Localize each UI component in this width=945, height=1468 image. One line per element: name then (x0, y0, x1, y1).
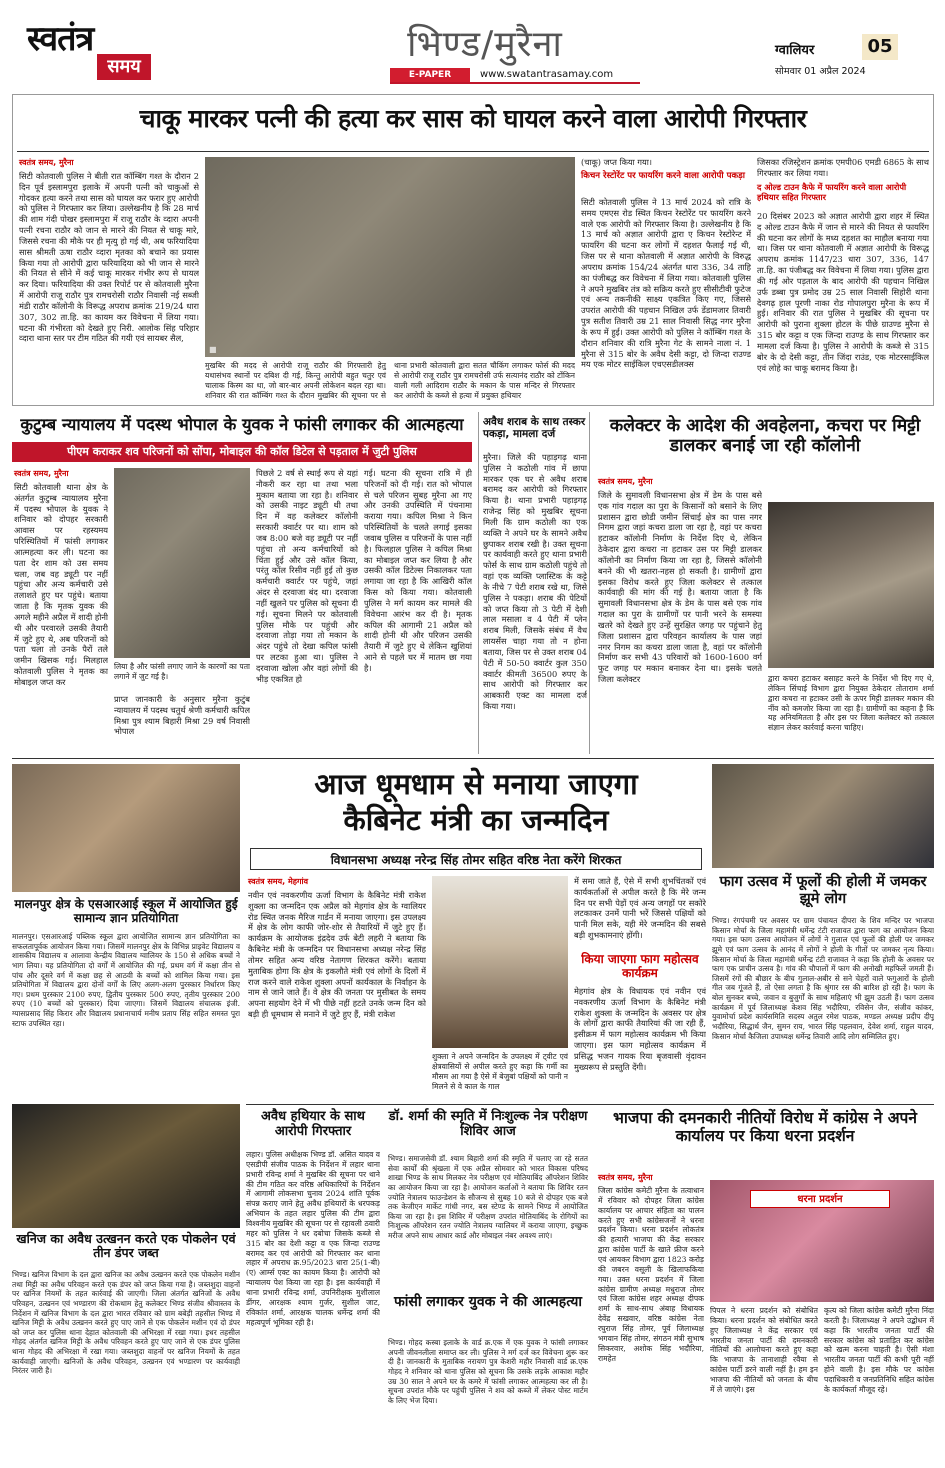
suicide-headline: कुटुम्ब न्यायालय में पदस्थ भोपाल के युवक ने फांसी लगाकर की आत्महत्या (20, 415, 464, 434)
suicide-col1: सिटी कोतवाली थाना क्षेत्र के अंतर्गत कुटुम्ब न्यायालय मुरैना में पदस्थ भोपाल के युवक ने शनिवार को दोपहर सरकारी आवास पर रहस्यमय परिस्थितियों में फांसी लगाकर आत्महत्या कर ली। घटना का पता देर शाम को उस समय चला, जब वह ड्यूटी पर नहीं पहुंचा और अन्य कर्मचारी उसे तलाशते हुए घर पहुंचे। बताया जाता है कि मृतक युवक की अगले महीने अप्रैल में शादी होनी थी और परवारले उसकी तैयारी में जुटे हुए थे, अब परिजनों को पता चला तो उनके पैरों तले जमीन खिसक गई। मिलहाल कोतवाली पुलिस ने मृतक का मोबाइल जप्त कर (14, 482, 108, 687)
lead-col3: सिटी कोतवाली पुलिस ने 13 मार्च 2024 को रात्रि के समय एमएस रोड स्थित किचन रेस्टोरेंट पर फायरिंग करने वाले एक आरोपी को गिरफ्तार किया है। उल्लेखनीय है कि 13 मार्च को अज्ञात आरोपी द्वारा ए किचन रेस्टोरेन्ट में फायरिंग की घटना कर लोगों में दहशत फैलाई गई थी, जिस पर से थाना कोतवाली में अज्ञात आरोपी के विरुद्ध अपराध क्रमांक 154/24 अंतर्गत धारा 336, 34 ताहि का पंजीबद्ध कर विवेचना में लिया गया। कोतवाली पुलिस ने अपने मुखबिर तंत्र को सक्रिय करते हुए सीसीटीवी फुटेज एवं अन्य तकनीकी साक्ष्य एकत्रित किए गए, जिससे उपरांत आरोपी की पहचान निखिल उर्फ डेंडामजार तिवारी पुत्र सतीश तिवारी उम्र 21 साल निवासी सिद्ध नगर मुरैना के रूप में हुई। उक्त आरोपी को पुलिस ने कॉम्बिंग गश्त के दौरान शनिवार की रात्रि मुरैना गेट के सामने नाला नं. 1 मुरैना से 315 बोर के अवैध देसी कट्टा, दो जिन्दा राउण्ड मय एक मोटर साईकिल एचएसडीलक्स (581, 197, 751, 370)
collector-photo-caption: द्वारा कचरा हटाकर बसाहट करने के निर्देश भी दिए गए थे, लेकिन सिंचाई विभाग द्वारा नियुक्त ठेकेदार तोताराम शर्मा द्वारा कचरा ना हटाकर उसी के ऊपर मिट्टी डालकर मकान की नींव को कमजोर किया जा रहा है। ग्रामीणों का कहना है कि यह अनियमितता है और इस पर जिला कलेक्टर को तत्काल संज्ञान लेकर कार्रवाई करना चाहिए। (768, 674, 934, 733)
birthday-photo-caption: शुक्ला ने अपने जन्मदिन के उपलक्ष्य में ट्वीट एवं क्षेत्रवासियों से अपील करते हुए कहा कि गर्मी का मौसम आ गया है ऐसे में बेजुबां पक्षियों को पानी न मिलने से वे काल के गाल (432, 1052, 568, 1091)
suicide-byline: स्वतंत्र समय, मुरैना (14, 469, 69, 478)
story-hanging (388, 1294, 588, 1460)
birthday-col1: नवीन एवं नवकरणीय ऊर्जा विभाग के कैबिनेट मंत्री राकेश शुक्ला का जन्मदिन एक अप्रैल को मेहगांव क्षेत्र के ग्वालियर रोड स्थित जनक मैरिज गार्डन में मनाया जाएगा। इस उपलक्ष्य में क्षेत्र के लोग काफी जोर-शोर से तैयारियों में जुटे हुए हैं। कार्यक्रम के आयोजक इंद्रदेव उर्फ बेटी लहरी ने बताया कि कैबिनेट मंत्री के जन्मदिन पर विधानसभा अध्यक्ष नरेन्द्र सिंह तोमर सहित अन्य वरिष्ठ नेतागण शिरकत करेंगे। बताया मुताबिक होगा कि क्षेत्र के इकलौते मंत्री एवं लोगों के दिलों में राज करने वाले राकेश शुक्ला अपनों कार्यकाल के निर्वाहन के नाम से जाने जाते हैं। वे क्षेत्र की जनता पर मुसीबत के समय अपना सहयोग देने में भी पीछे नहीं हटते उनके जन्म दिन को बड़ी ही धूमधाम से मनाने में जुटे हुए हैं, मंत्री राकेश (248, 890, 426, 1020)
congress-col3: कृत्य को जिला कांग्रेस कमेटी मुरैना निंदा करती है। जिलाध्यक्ष ने अपने उद्बोधन में कहा कि भारतीय जनता पार्टी की सरकार कांग्रेस को प्रताड़ित कर कांग्रेस को खत्म करना चाहती है। ऐसी मंशा भारतीय जनता पार्टी की कभी पूरी नहीं होने वाली है। इस मौके पर कांग्रेस पदाधिकारी व जनप्रतिनिधि सहित कांग्रेस के कार्यकर्ता मौजूद रहे। (824, 1306, 934, 1394)
mining-headline: खनिज का अवैध उत्खनन करते एक पोकलेन एवं तीन डंपर जब्त (16, 1231, 236, 1261)
congress-photo (710, 1180, 934, 1302)
story-weapon (246, 1110, 380, 1460)
lead-photo-caption: मुखबिर की मदद से आरोपी राजू राठौर की गिरफ्तारी हेतु यथासंभव स्थानों पर दबिश दी गई, किन्तु आरोपी बहुत चतुर एवं चालाक किस्म का था, जो बार-बार अपनी लोकेशन बदल रहा था। शनिवार की रात कॉम्बिंग गश्त के दौरान मुखबिर की सूचना पर से थाना प्रभारी कोतवाली द्वारा सतत चौकिंग लगाकर फोर्स की मदद से आरोपी राजू राठौर पुत्र रामचरोसी उर्फ सत्यानंद राठौर को टोंकिन वाली गली आदिराम राठौर के मकान के पास मन्दिर से गिरफ्तार कर आरोपी के कब्जे से हत्या में प्रयुक्त हथियार (205, 361, 575, 400)
story-eye-camp (388, 1110, 588, 1290)
malanpur-photo (12, 764, 240, 892)
story-liquor (478, 412, 590, 754)
congress-headline: भाजपा की दमनकारी नीतियों विरोध में कांग्रेस ने अपने कार्यालय पर किया धरना प्रदर्शन (613, 1109, 917, 1145)
birthday-headline-1: आज धूमधाम से मनाया जाएगा (314, 767, 638, 801)
lead-story (12, 94, 934, 406)
story-mining (12, 1104, 240, 1460)
eye-camp-headline: डॉ. शर्मा की स्मृति में निःशुल्क नेत्र परीक्षण शिविर आज (388, 1109, 588, 1139)
page-number: 05 (862, 34, 898, 60)
lead-headline: चाकू मारकर पत्नी की हत्या कर सास को घायल करने वाला आरोपी गिरफ्तार (139, 104, 807, 133)
birthday-col3b: मेहगांव क्षेत्र के विधायक एवं नवीन एवं नवकरणीय ऊर्जा विभाग के कैबिनेट मंत्री राकेश शुक्ला के जन्मदिन के अवसर पर क्षेत्र के लोगों द्वारा काफी तैयारियां की जा रही हैं, इसीक्रम में फाग महोत्सव कार्यक्रम भी किया जाएगा। इस फाग महोत्सव कार्यक्रम में प्रसिद्ध भजन गायक रिया बृजवासी वृंदावन मुख्यरूप से प्रस्तुति देंगी। (574, 986, 706, 1072)
story-collector (596, 412, 934, 754)
phag-photo (712, 764, 934, 868)
story-phag (712, 764, 934, 1100)
suicide-col1b: प्राप्त जानकारी के अनुसार मुरैना कुटुंब न्यायालय में पदस्थ चतुर्थ श्रेणी कर्मचारी कपिल मिश्रा पुत्र श्याम बिहारी मिश्रा 29 वर्ष निवासी भोपाल (114, 694, 250, 737)
story-suicide-bhopal (12, 412, 472, 754)
hanging-headline: फांसी लगाकर युवक ने की आत्महत्या (393, 1294, 582, 1310)
malanpur-body: मालनपुर। एसआरआई पब्लिक स्कूल द्वारा आयोजित सामान्य ज्ञान प्रतियोगिता का सफलतापूर्वक आयोजन किया गया। जिसमें मालनपुर क्षेत्र के विभिन्न प्राइवेट विद्यालय व शासकीय विद्यालय व आलावा केन्द्रीय विद्यालय ग्वालियर के 150 से अधिक बच्चों ने भाग लिया। यह प्रतियोगिता दो वर्गों में आयोजित की गई, प्रथम वर्ग में कक्षा तीन से पांच और दूसरे वर्ग में कक्षा छह से आठवी के बच्चों को शामिल किया गया। इस प्रतियोगिता में विद्यालय द्वारा दोनों वर्गों के लिए अलग-अलग पुरस्कार निर्धारण किए गए। प्रथम पुरस्कार 2100 रुपए, द्वितीय पुरस्कार 500 रुपए, तृतीय पुरस्कार 200 रुपए (10 बच्चों को पुरस्कार) दिया जाएगा। जिसमें विद्यालय संचालक इंजी. ग्यासप्रसाद सिंह किरार और विद्यालय प्रधानाचार्य मनीष प्रताप सिंह सहित समस्त पूरा स्टाफ उपस्थित रहा। (12, 932, 240, 1028)
website-link[interactable]: www.swatantrasamay.com (480, 69, 614, 80)
logo-top-text: स्वतंत्र (27, 19, 94, 59)
suicide-subhead: पीएम कराकर शव परिजनों को सोंपा, मोबाइल की कॉल डिटेल से पड़ताल में जुटी पुलिस (12, 442, 472, 462)
story-congress (596, 1110, 934, 1460)
section-title: भिण्ड/मुरैना (407, 24, 563, 65)
suicide-photo (114, 468, 250, 658)
congress-photo-caption: पिपल ने धरना प्रदर्शन को संबोधित किया। धरना प्रदर्शन को संबोधित करते हुए जिलाध्यक्ष ने केंद्र सरकार एवं भारतीय जनता पार्टी की दमनकारी नीतियों की आलोचना करते हुए कहा कि भाजपा के तानाशाही रवैया से कांग्रेस पार्टी डरने वाली नहीं है। हम इन भाजपा की नीतियों को जनता के बीच में ले जाएंगे। इस (710, 1306, 818, 1394)
city-label: ग्वालियर (775, 43, 815, 58)
minister-photo (432, 876, 568, 1048)
birthday-byline: स्वतंत्र समय, मेहगांव (248, 877, 309, 886)
lead-col4-start: जिसका रजिस्ट्रेशन क्रमांक एमपी06 एमडी 6865 के साथ गिरफ्तार कर लिया गया। (757, 157, 929, 178)
red-rule (390, 82, 640, 84)
phag-headline: फाग उत्सव में फूलों की होली में जमकर झूमे लोग (719, 874, 927, 907)
congress-byline: स्वतंत्र समय, मुरैना (598, 1173, 653, 1182)
logo-bottom-text: समय (97, 54, 151, 80)
mining-photo (12, 1104, 240, 1228)
suicide-col3: गई। घटना की सूचना रात्रि में ही परिजनों को दी गई। रात को भोपाल से चले परिजन सुबह मुरैना आ गए और उनकी उपस्थिति में पंचनामा कराया गया। कपिल मिश्रा ने किन परिस्थितियों के चलते लगाई इसका जवाब पुलिस व परिजनों के पास नहीं है। फिलहाल पुलिस ने कपिल मिश्रा का मोबाइल जप्त कर लिया है और उसकी कॉल डिटेल्स निकालकर पता लगाया जा रहा है कि आखिरी कॉल किस को किया गया। कोतवाली पुलिस ने मर्ग कायम कर मामले की विवेचना आरंभ कर दी है। मृतक कपिल की आगामी 21 अप्रैल को शादी होनी थी और परिजन उसकी तैयारी में जुटे हुए थे लेकिन खुशियां आने से पहले घर में मातम छा गया है। (364, 468, 472, 673)
lead-col3-subhead: किचन रेस्टोरेंट पर फायरिंग करने वाला आरोपी पकड़ा (581, 171, 745, 181)
collector-headline: कलेक्टर के आदेश की अवहेलना, कचरा पर मिट्टी डालकर बनाई जा रही कॉलोनी (609, 416, 921, 457)
collector-col1: जिले के सुमावली विधानसभा क्षेत्र में डेम के पास बसे एक गांव गदाल का पुरा के किसानों को बसाने के लिए प्रशासन द्वारा छोडी जमीन सिंचाई क्षेत्र का पास नगर निगम द्वारा जहां कचरा डाला जा रहा है, वहां पर कचरा हटाकर कॉलोनी निर्माण के निर्देश दिए थे, लेकिन ठेकेदार द्वारा कचरा ना हटाकर उस पर मिट्टी डालकर कॉलोनी का निर्माण किया जा रहा है, जिससे कॉलोनी बनने की भी खतरा-नहस हो सकती है। ग्रामीणों द्वारा इसका विरोध करते हुए जिला कलेक्टर से तत्काल कार्यवाही की मांग की गई है। बताया जाता है कि सुमावली विधानसभा क्षेत्र के डेम के पास बसे एक गांव गदाल का पुरा के ग्रामीणों पर पानी भरने के समस्या खतरे को देखते हुए उन्हें सुरक्षित जगह पर पहुंचाने हेतु जिला प्रशासन द्वारा परिवहन कार्यालय के पास जहां नगर निगम का कचरा डाला जाता है, वहां पर कॉलोनी निर्माण कर सभी 43 परिवारों को 1600-1600 वर्ग फुट जगह पर मकान बनाकर देना था। इसके चलते जिला कलेक्टर (598, 490, 762, 685)
eye-camp-body: भिण्ड। समाजसेवी डॉ. श्याम बिहारी शर्मा की स्मृति में चलाए जा रहे सतत सेवा कार्यों की श्रृंखला में एक अप्रैल सोमवार को भारत विकास परिषद शाखा भिण्ड के साथ मिलकर नेत्र परीक्षण एवं मोतियाबिंद ऑपरेशन शिविर का आयोजन किया जा रहा है। आयोजन कर्ताओं ने बताया कि शिविर रतन ज्योति नेत्रालय फाउन्डेशन के सौजन्य से सुबह 10 बजे से दोपहर एक बजे तक केजीएन मार्केट गांधी नगर, बस स्टेण्ड के सामने भिण्ड में आयोजित किया जा रहा है। इस शिविर में परीक्षण उपरांत मोतियाबिंद के रोगियों का निःशुल्क ऑपरेशन रतन ज्योति नेत्रालय ग्वालियर में कराया जाएगा, इच्छुक मरीज अपने साथ आधार कार्ड और मोबाइल नंबर अवश्य लाएं। (388, 1154, 588, 1240)
phag-mahotsav-subhead: किया जाएगा फाग महोत्सव कार्यक्रम (581, 952, 699, 981)
phag-body: भिण्ड। रंगपंचमी पर अवसर पर ग्राम पंचायत दीपरा के शिव मन्दिर पर भाजपा किसान मोर्चा के जिला महामंत्री धर्मेन्द्र टंटी राजावत द्वारा फाग का आयोजन किया गया। इस फाग उत्सव आयोजन में लोगों ने गुलाल एवं फूलों की होली पर जमकर झूमे एवं फाग उत्सव के आनंद में लोगों ने होली के गीतों पर जमकर नृत्य किया। किसान मोर्चा के जिला महामंत्री धर्मेन्द्र टंटी राजावत ने कहा कि होली के अवसर पर फाग एक प्राचीन उत्सव है। गांव की चौपालों में फाग की अनोखी महफिलें जमती हैं। जिसमें रंगों की बौछार के बीच गुलाल-अबीर से सने चेहरों वाले फगुआरों के होली गीत जब गूंजते हैं, तो ऐसा लगता है कि श्रृंगार रस की बारिश हो रही है। फाग के बोल सुनकर बच्चे, जवान व बुजुर्गों के साथ महिलाएं भी झूम उठती हैं। फाग उत्सव कार्यक्रम में पूर्व जिलाध्यक्ष केशव सिंह भदौरिया, रविसेन जैन, संजीव कांकर, युवामोर्चा प्रदेश कार्यसमिति सदस्य अतुल रमेश पाठक, मण्डल अध्यक्ष प्रदीप दीपू भदौरिया, सिद्धार्थ जैन, सुमन राय, भारत सिंह पहलवान, देवेश शर्मा, राहुल यादव, किसान मोर्चा कैजिला उपाध्यक्ष धर्मेन्द्र तिवारी आदि लोग सम्मिलित हुए। (712, 916, 934, 1041)
lead-col1: सिटी कोतवाली पुलिस ने बीती रात कॉम्बिंग गश्त के दौरान 2 दिन पूर्व इस्लामपुरा इलाके में अपनी पत्नी को चाकुओं से गोदकर हत्या करने तथा सास को घायल कर फरार हुए आरोपी को पुलिस ने गिरफ्तार कर लिया। उल्लेखनीय है कि 28 मार्च की शाम गंदी पोखर इस्लामपुरा में राजू राठौर के व्दारा अपनी पत्नी रचना राठौर को जान से मारने की नियत से चाकू मारे, जिससे रचना की मौके पर ही मृत्यु हो गई थी, अब फरियादिया सास श्रीमती ऊषा राठौर व्दारा मृतका को बचाने का प्रयास किया गया तो आरोपी द्वारा फरियादिया को भी जान से मारने की नियत से सीने में कई चाकू मारकर गंभीर रूप से घायल कर दिया। फरियादिया की उक्त रिपोर्ट पर से कोतवाली मुरैना में आरोपी राजू राठौर पुत्र रामचरोसी राठौर निवासी नई सब्जी मंडी राठौर कॉलोनी के विरूद्ध अपराध क्रमांक 219/24 धारा 307, 302 ता.हि. का कायम कर विवेचना में लिया गया। घटना की गंभीरता को देखते हुए निरी. आलोक सिंह परिहार व्दारा थाना स्तर पर टीम गठित की गयी एवं सायबर सैल, (19, 171, 199, 344)
story-birthday (246, 764, 706, 1100)
masthead (0, 0, 945, 88)
photo-credit-icon: ■ (209, 345, 217, 354)
section-rule-1 (12, 758, 934, 759)
birthday-col3: में समा जाते हैं, ऐसे में सभी शुभचिंतकों एवं कार्यकर्ताओं से अपील करते है कि मेरे जन्म दिन पर सभी पेड़ों एवं अन्य जगहों पर सकोरे लटकाकर उनमें पानी भरें जिससे पक्षियों को पानी मिल सके, यही मेरे जन्मदिन की सबसे बड़ी शुभकामनाएं होंगी। (574, 876, 706, 941)
suicide-photo-caption: लिया है और फांसी लगाए जाने के कारणों का पता लगाने में जुट गई है। (114, 662, 250, 681)
epaper-badge[interactable]: E-PAPER (390, 68, 470, 82)
suicide-col2: पिछले 2 वर्ष से स्थाई रूप से यहां नौकरी कर रहा था तथा भला मुकाम बताया जा रहा है। शनिवार को उसकी नाइट ड्यूटी थी तथा दिन में वह कलेक्टर कॉलोनी सरकारी क्वार्टर पर था। शाम को जब 8:00 बजे वह ड्यूटी पर नहीं पहुंचा तो अन्य कर्मचारियों को चिंता हुई और उसे कॉल किया, परंतु कॉल रिसीव नहीं हुई तो कुछ कर्मचारी क्वार्टर पर पहुंचे, जहां अंदर से दरवाजा बंद था। दरवाजा नहीं खुलने पर पुलिस को सूचना दी गई। सूचना मिलने पर कोतवाली पुलिस मौके पर पहुंची और दरवाजा तोड़ा गया तो मकान के अंदर पहुंचे तो देखा कपिल फांसी पर लटका हुआ था। पुलिस ने दरवाजा खोला और वहां लोगों की भीड़ एकत्रित हो (256, 468, 358, 684)
story-malanpur (12, 764, 240, 1100)
lead-col4: 20 दिसंबर 2023 को अज्ञात आरोपी द्वारा शहर में स्थित द ओल्ड टाउन कैफे में जान से मारने की नियत से फायरिंग की घटना कर लोगों के मध्य दहशत का माहौल बनाया गया था। जिस पर थाना कोतवाली में अज्ञात आरोपी के विरूद्ध अपराध क्रमांक 1147/23 धारा 307, 336, 147 ता.हि. का पंजीबद्ध कर विवेचना में लिया गया। पुलिस द्वारा की गई ओर पड़ताल के बाद आरोपी की पहचान निखिल उर्फ डब्बा पुत्र प्रमोद उम्र 25 साल निवासी सिहोरी थाना देवगढ़ हाल पूरणी नाका रोड गोपालपुरा मुरैना के रूप में हुई। शनिवार की रात पुलिस ने मुखबिर की सूचना पर आरोपी को पुराना शुक्ला होटल के पीछे ग्राउण्ड मुरैना से 315 बोर कट्टा व एक जिन्दा राउण्ड के साथ गिरफ्तार कर मामला दर्ज किया है। पुलिस ने आरोपी के कब्जे से 315 बोर के दो देसी कट्टा, तीन जिंदा राउंड, एक मोटरसाईकिल एवं लोहे का चाकू बरामद किया है। (757, 211, 929, 373)
headline-rule (17, 151, 929, 152)
congress-col1: जिला कांग्रेस कमेटी मुरैना के तत्वाधान में रविवार को दोपहर जिला कांग्रेस कार्यालय पर आचार संहिता का पालन करते हुए सभी कांग्रेसजनों ने धरना प्रदर्शन किया। धरना प्रदर्शन लोकतंत्र की हत्यारी भाजपा की केंद्र सरकार द्वारा कांग्रेस पार्टी के खाते फ्रीज करने एवं आयकर विभाग द्वारा 1823 करोड़ की जबरन वसूली के खिलाफकिया गया। उक्त धरना प्रदर्शन में जिला कांग्रेस ग्रामीण अध्यक्ष मधुराज तोमर एवं जिला कांग्रेस शहर अध्यक्ष दीपक शर्मा के साथ-साथ अंबाह विधायक देवेंद्र सखवार, वरिष्ठ कांग्रेस नेता रघुराज सिंह तोमर, पूर्व जिलाध्यक्ष भगवान सिंह तोमर, संगठन मंत्री सुभाष सिकरवार, अशोक सिंह भदौरिया, रामहेत (598, 1186, 704, 1363)
logo[interactable] (25, 14, 155, 82)
weapon-headline: अवैध हथियार के साथ आरोपी गिरफ्तार (261, 1109, 365, 1139)
birthday-subhead: विधानसभा अध्यक्ष नरेन्द्र सिंह तोमर सहित वरिष्ठ नेता करेंगे शिरकत (250, 848, 702, 870)
collector-photo (768, 502, 934, 668)
malanpur-headline: मालनपुर क्षेत्र के एसआरआई स्कूल में आयोजित हुई सामान्य ज्ञान प्रतियोगिता (14, 897, 238, 925)
liquor-headline: अवैध शराब के साथ तस्कर पकड़ा, मामला दर्ज (483, 416, 586, 441)
section-rule-2 (246, 1104, 934, 1105)
dharna-banner: धरना प्रदर्शन (750, 1190, 890, 1208)
liquor-body: मुरैना। जिले की पहाड़गढ़ थाना पुलिस ने कठोली गांव में छापा मारकर एक घर से अवैध शराब बरामद कर आरोपी को गिरफ्तार किया है। थाना प्रभारी पहाड़गढ़ राजेन्द्र सिंह को मुखबिर सूचना मिली कि ग्राम कठोली का एक व्यक्ति ने अपने घर के सामने अवैध छुपाकर शराब रखी है। उक्त सूचना पर कार्यवाही करते हुए थाना प्रभारी फोर्स के साथ ग्राम कठोली पहुंचे तो वहां एक व्यक्ति प्लास्टिक के कट्टे के नीचे 7 पेटी शराब रखे था, जिसे पुलिस ने पकड़ा। शराब की पेटियों को जप्त किया तो 3 पेटी में देशी लाल मसाला व 4 पेटी में प्लेन शराब मिली, जिसके संबंध में वैध लायसेंस चाहा गया तो न होना बताया, जिस पर से उक्त शराब 04 पेटी में 50-50 क्वार्टर कुल 350 क्वार्टर कीमती 36500 रुपए के साथ आरोपी को गिरफ्तार कर आबकारी एक्ट का मामला दर्ज किया गया। (483, 452, 587, 712)
mining-body: भिण्ड। खनिज विभाग के दल द्वारा खनिज का अवैध उत्खनन करते एक पोकलेन मशीन तथा मिट्टी का अवैध परिवहन करते एक डंपर को जप्त किया गया है। जब्तशुदा वाहनों पर खनिज नियमों के तहत कार्रवाई की जाएगी। जिला अंतर्गत खनिजों के अवैध परिवहन, उत्खनन एवं भण्डारण की रोकथाम हेतु कलेक्टर भिण्ड संजीव श्रीवास्तव के निर्देशन में खनिज विभाग के दल द्वारा भारत रविवार को ग्राम बबेड़ी तहसील भिण्ड में खनिज मिट्टी के अवैध उत्खनन करते हुए पाए जाने से एक पोकलेन मशीन एवं दो डंपर को जप्त कर पुलिस थाना देहात कोतवाली की अभिरक्षा में रखा गया। इधर तहसील गोहद अंतर्गत खनिज मिट्टी के अवैध परिवहन करते हुए पाए जाने से एक डंपर पुलिस थाना गोहद की अभिरक्षा में रखा गया। जब्तशुदा वाहनों पर खनिज नियमों के तहत कार्यवाही जाएगी। खनिजों के अवैध परिवहन, उत्खनन एवं भण्डारण पर कार्यवाही निरंतर जारी है। (12, 1270, 240, 1376)
date-line: सोमवार 01 अप्रैल 2024 (775, 66, 866, 77)
lead-photo (205, 157, 575, 357)
lead-col4-subhead: द ओल्ड टाउन कैफे में फायरिंग करने वाला आरोपी हथियार सहित गिरफ्तार (757, 182, 907, 202)
collector-byline: स्वतंत्र समय, मुरैना (598, 477, 653, 486)
birthday-headline-2: कैबिनेट मंत्री का जन्मदिन (343, 803, 609, 837)
hanging-body: भिण्ड। गोहद कस्बा इलाके के वार्ड क्र.एक में एक युवक ने फांसी लगाकर अपनी जीवनलीला समाप्त कर ली। पुलिस ने मर्ग दर्ज कर विवेचना शुरू कर दी है। जानकारी के मुताबिक नरायण पुत्र केशरी महौर निवासी वार्ड क्र.एक गोहद ने शनिवार को थाना पुलिस को सूचना कि उसके लड़के आकाश महौर उम्र 30 साल ने अपने घर के कमरे में फांसी लगाकर आत्महत्या कर ली है। सूचना उपरांत मौके पर पहुंची पुलिस ने शव को कब्जे में लेकर पोस्ट मार्टम के लिए भेज दिया। (388, 1338, 588, 1405)
lead-byline: स्वतंत्र समय, मुरैना (19, 158, 74, 167)
weapon-body: लहार। पुलिस अधीक्षक भिण्ड डॉ. असित यादव व एसडीपी संजीव पाठक के निर्देशन में लहार थाना प्रभारी रविन्द्र शर्मा ने मुखबिर की सूचना पर थाने की टीम गठित कर वरिष्ठ अधिकारियों के निर्देशन में आगामी लोकसभा चुनाव 2024 शांति पूर्वक संपन्न कराए जाने हेतु अवैध हथियारों के धरपकड़ अभियान के तहत लहार पुलिस की टीम द्वारा विश्वनीय मुखबिर की सूचना पर से रहावली ठवारी महर को पुलिस ने धर दबोचा जिसके कब्जे से 315 बोर का देशी कट्टा व एक जिन्दा राउण्ड बरामद कर एवं आरोपी को गिरफ्तार कर थाना लहार में अपराध क्र.95/2023 धारा 25(1-बी)(ए) आर्म्स एक्ट का कायम किया है। आरोपी को न्यायालय पेश किया जा रहा है। इस कार्यवाही में थाना प्रभारी रविन्द्र शर्मा, उपनिरीक्षक मुशीलाल डींगर, आरक्षक श्याम गुर्जर, सुशील जाट, रविकांत शर्मा, आरक्षक चालक धर्मेन्द्र शर्मा की महत्वपूर्ण भूमिका रही है। (246, 1150, 380, 1327)
lead-col3-start: (चाकू) जप्त किया गया। (581, 157, 652, 167)
